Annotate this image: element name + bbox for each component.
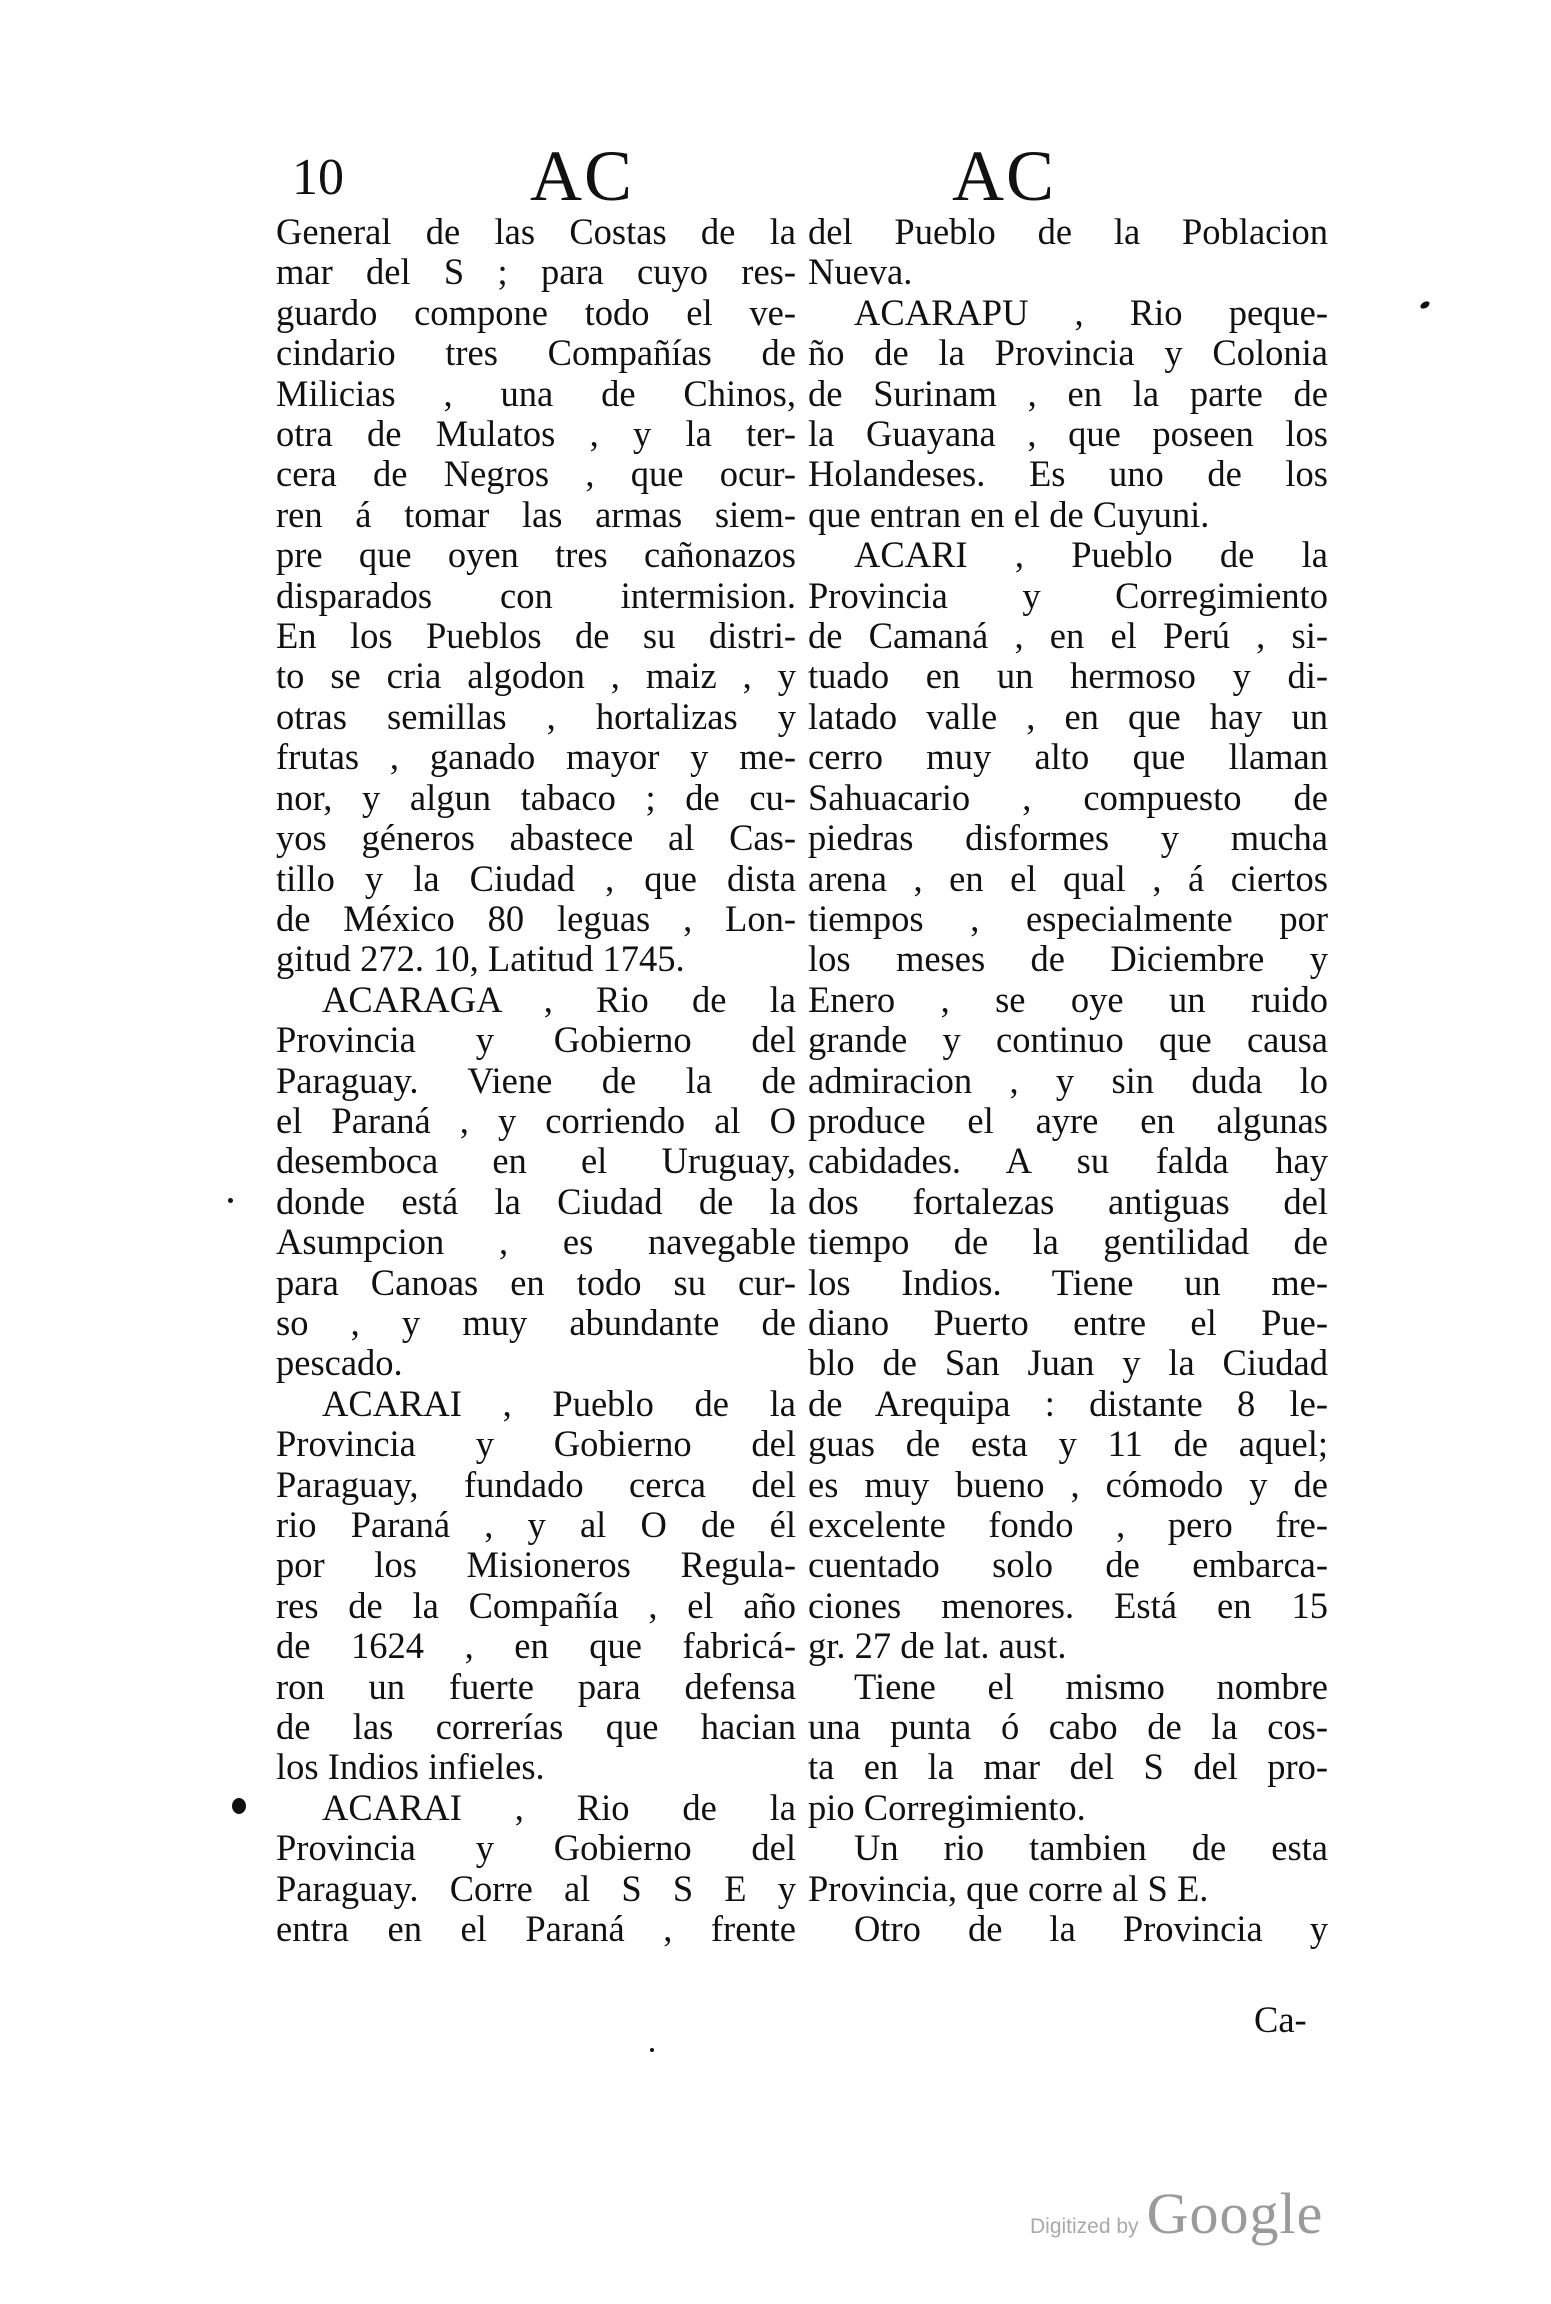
text-line: que entran en el de Cuyuni. [808, 494, 1210, 535]
text-line: cuentado solo de embarca- [808, 1545, 1328, 1586]
running-head-left: AC [530, 136, 635, 216]
text-line: de las correrías que hacian [276, 1707, 796, 1748]
text-line: ACARAPU , Rio peque- [854, 292, 1328, 333]
text-line: Paraguay. Viene de la de [276, 1060, 796, 1101]
text-line: Provincia y Corregimiento [808, 575, 1328, 616]
text-line: guas de esta y 11 de aquel; [808, 1424, 1328, 1465]
text-line: pio Corregimiento. [808, 1787, 1086, 1828]
digitized-prefix: Digitized by [1030, 2215, 1139, 2238]
text-line: el Paraná , y corriendo al O [276, 1100, 796, 1141]
text-line: ren á tomar las armas siem- [276, 494, 796, 535]
catchword: Ca- [1254, 1999, 1307, 2040]
text-line: los Indios infieles. [276, 1747, 545, 1788]
text-line: ACARAGA , Rio de la [322, 979, 796, 1020]
text-line: del Pueblo de la Poblacion [808, 212, 1328, 252]
text-line: Provincia, que corre al S E. [808, 1868, 1209, 1909]
text-line: una punta ó cabo de la cos- [808, 1707, 1328, 1748]
text-line: Un rio tambien de esta [854, 1828, 1328, 1869]
text-line: excelente fondo , pero fre- [808, 1505, 1328, 1545]
text-line: cera de Negros , que ocur- [276, 454, 796, 495]
text-line: cindario tres Compañías de [276, 333, 796, 374]
text-line: desemboca en el Uruguay, [276, 1141, 796, 1182]
text-line: ACARI , Pueblo de la [854, 535, 1328, 576]
text-line: tuado en un hermoso y di- [808, 656, 1328, 697]
text-line: Milicias , una de Chinos, [276, 373, 796, 414]
text-line: otra de Mulatos , y la ter- [276, 414, 796, 455]
text-line: Provincia y Gobierno del [276, 1424, 796, 1465]
text-line: tillo y la Ciudad , que dista [276, 858, 796, 899]
text-line: cerro muy alto que llaman [808, 737, 1328, 778]
text-line: arena , en el qual , á ciertos [808, 858, 1328, 899]
text-line: ta en la mar del S del pro- [808, 1747, 1328, 1788]
text-line: frutas , ganado mayor y me- [276, 737, 796, 778]
ink-speck [1419, 300, 1431, 310]
text-line: disparados con intermision. [276, 575, 796, 616]
text-line: grande y continuo que causa [808, 1020, 1328, 1061]
text-line: nor, y algun tabaco ; de cu- [276, 777, 796, 818]
text-line: Asumpcion , es navegable [276, 1222, 796, 1263]
text-line: diano Puerto entre el Pue- [808, 1302, 1328, 1343]
text-line: tiempos , especialmente por [808, 898, 1328, 939]
digitized-stamp [1030, 2180, 1323, 2247]
text-line: rio Paraná , y al O de él [276, 1505, 796, 1545]
text-line: admiracion , y sin duda lo [808, 1060, 1328, 1101]
text-line: Otro de la Provincia y [854, 1909, 1328, 1950]
text-line: Enero , se oye un ruido [808, 979, 1328, 1020]
text-line: de Camaná , en el Perú , si- [808, 616, 1328, 657]
google-logo: Google [1146, 2181, 1324, 2246]
text-line: Sahuacario , compuesto de [808, 777, 1328, 818]
left-text-column [276, 212, 796, 1949]
text-line: Holandeses. Es uno de los [808, 454, 1328, 495]
text-line: de Arequipa : distante 8 le- [808, 1383, 1328, 1424]
text-line: Provincia y Gobierno del [276, 1020, 796, 1061]
text-line: En los Pueblos de su distri- [276, 616, 796, 657]
text-line: gr. 27 de lat. aust. [808, 1626, 1067, 1667]
text-line: Tiene el mismo nombre [854, 1666, 1328, 1707]
text-line: yos géneros abastece al Cas- [276, 818, 796, 859]
running-head-right: AC [952, 136, 1057, 216]
text-line: tiempo de la gentilidad de [808, 1222, 1328, 1263]
text-line: de 1624 , en que fabricá- [276, 1626, 796, 1667]
right-text-column [808, 212, 1328, 1949]
ink-speck [650, 2048, 654, 2052]
text-line: Paraguay, fundado cerca del [276, 1464, 796, 1505]
text-line: gitud 272. 10, Latitud 1745. [276, 939, 685, 980]
text-line: pre que oyen tres cañonazos [276, 535, 796, 576]
text-line: cabidades. A su falda hay [808, 1141, 1328, 1182]
text-line: ron un fuerte para defensa [276, 1666, 796, 1707]
text-line: donde está la Ciudad de la [276, 1181, 796, 1222]
text-line: piedras disformes y mucha [808, 818, 1328, 859]
text-line: to se cria algodon , maiz , y [276, 656, 796, 697]
ink-speck [228, 1198, 233, 1203]
text-line: blo de San Juan y la Ciudad [808, 1343, 1328, 1384]
text-line: ACARAI , Rio de la [322, 1787, 796, 1828]
text-line: ACARAI , Pueblo de la [322, 1383, 796, 1424]
text-line: mar del S ; para cuyo res- [276, 252, 796, 293]
page-number: 10 [292, 149, 344, 206]
text-line: entra en el Paraná , frente [276, 1909, 796, 1950]
text-line: la Guayana , que poseen los [808, 414, 1328, 455]
text-line: so , y muy abundante de [276, 1302, 796, 1343]
text-line: Nueva. [808, 252, 913, 293]
ink-blot [232, 1798, 246, 1814]
text-line: ciones menores. Está en 15 [808, 1585, 1328, 1626]
text-line: pescado. [276, 1343, 403, 1384]
text-line: de México 80 leguas , Lon- [276, 898, 796, 939]
text-line: General de las Costas de la [276, 212, 796, 252]
text-line: res de la Compañía , el año [276, 1585, 796, 1626]
text-line: los meses de Diciembre y [808, 939, 1328, 980]
text-line: produce el ayre en algunas [808, 1100, 1328, 1141]
text-line: por los Misioneros Regula- [276, 1545, 796, 1586]
text-line: es muy bueno , cómodo y de [808, 1464, 1328, 1505]
text-line: dos fortalezas antiguas del [808, 1181, 1328, 1222]
text-line: para Canoas en todo su cur- [276, 1262, 796, 1303]
text-line: guardo compone todo el ve- [276, 292, 796, 333]
text-line: los Indios. Tiene un me- [808, 1262, 1328, 1303]
text-line: latado valle , en que hay un [808, 696, 1328, 737]
text-line: de Surinam , en la parte de [808, 373, 1328, 414]
text-line: Paraguay. Corre al S S E y [276, 1868, 796, 1909]
text-line: otras semillas , hortalizas y [276, 696, 796, 737]
text-line: ño de la Provincia y Colonia [808, 333, 1328, 374]
text-line: Provincia y Gobierno del [276, 1828, 796, 1869]
